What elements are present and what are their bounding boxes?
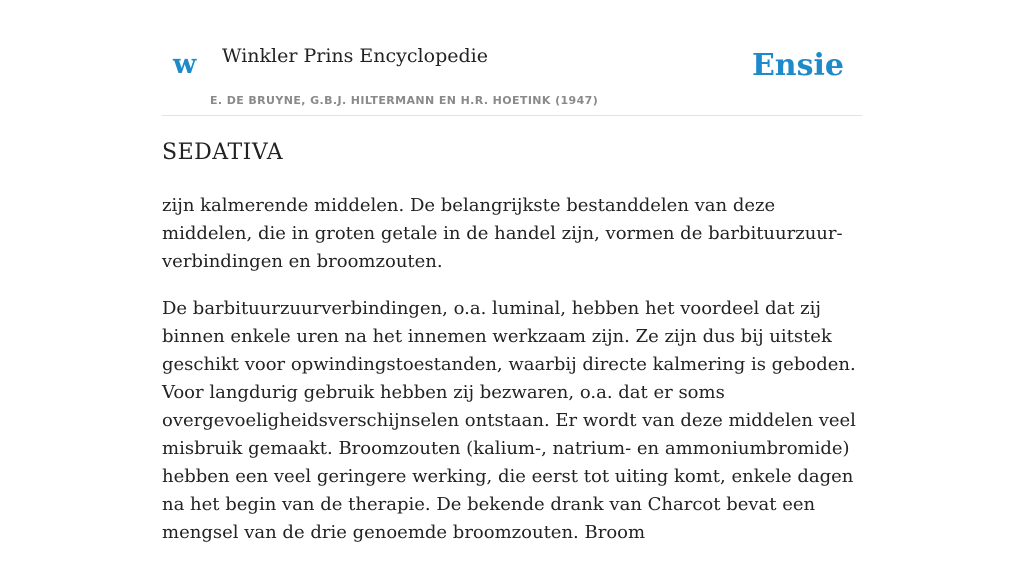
source-title[interactable]: Winkler Prins Encyclopedie — [222, 45, 488, 67]
article-headword: SEDATIVA — [162, 140, 284, 165]
article-paragraph: zijn kalmerende middelen. De belangrijkste bestanddelen van deze middelen, die in groten getale in de handel zijn, vormen de barbituurzuur-verbindingen en broomzouten. — [162, 195, 843, 272]
article-paragraph: De barbituurzuurverbindingen, o.a. luminal, hebben het voordeel dat zij binnen enkele uren na het innemen werkzaam zijn. Ze zijn dus bij uitstek geschikt voor opwindingstoestanden, waarbij directe kalmering is geboden. Voor langdurig gebruik hebben zij bezwaren, o.a. dat er soms overgevoeligheidsverschijnselen ontstaan. Er wordt van deze middelen veel misbruik gemaakt. Broomzouten (kalium-, natrium- en ammoniumbromide) hebben een veel geringere werking, die eerst tot uiting komt, enkele dagen na het begin van de therapie. De bekende drank van Charcot bevat een mengsel van de drie genoemde broomzouten. Broom — [162, 298, 856, 543]
ensie-logo[interactable]: Ensie — [751, 48, 844, 83]
source-byline: E. DE BRUYNE, G.B.J. HILTERMANN EN H.R. HOETINK (1947) — [210, 94, 599, 107]
site-header — [162, 0, 862, 116]
winkler-prins-logo[interactable]: w — [173, 49, 197, 80]
article-body — [162, 192, 862, 566]
